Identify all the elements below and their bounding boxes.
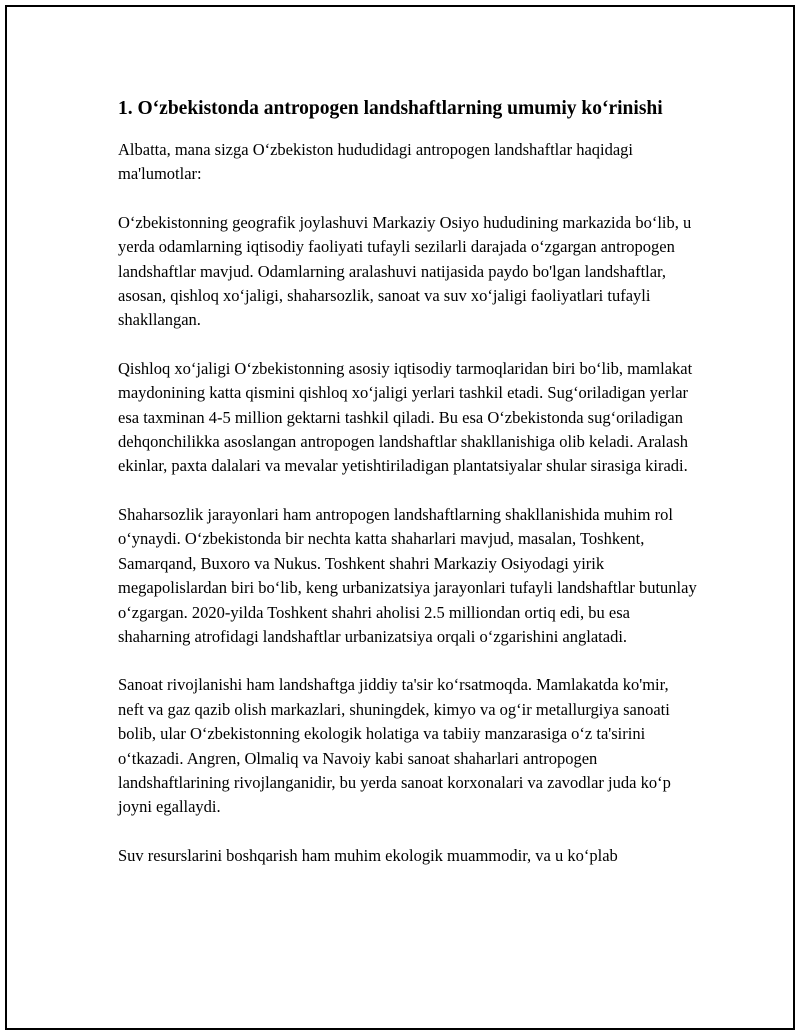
paragraph-water-resources: Suv resurslarini boshqarish ham muhim ekologik muammodir, va u ko‘plab bbox=[118, 845, 618, 865]
paragraph-geography: O‘zbekistonning geografik joylashuvi Markaziy Osiyo hududining markazida bo‘lib, u yerda odamlarning iqtisodiy faoliyati tufayli sezilarli darajada o‘zgargan antropogen landshaftlar mavjud. Odamlarning aralashuvi natijasida paydo bo'lgan landshaftlar, asosan, qishloq xo‘jaligi, shaharsozlik, sanoat va suv xo‘jaligi faoliyatlari tufayli shakllangan. bbox=[118, 212, 692, 330]
section-heading: 1. O‘zbekistonda antropogen landshaftlarning umumiy ko‘rinishi bbox=[118, 98, 663, 119]
paragraph-agriculture: Qishloq xo‘jaligi O‘zbekistonning asosiy iqtisodiy tarmoqlaridan biri bo‘lib, mamlakat maydonining katta qismini qishloq xo‘jaligi yerlari tashkil etadi. Sug‘oriladigan yerlar esa taxminan 4-5 million gektarni tashkil qiladi. Bu esa O‘zbekistonda sug‘oriladigan dehqonchilikka asoslangan antropogen landshaftlar shakllanishiga olib keladi. Aralash ekinlar, paxta dalalari va mevalar yetishtiriladigan plantatsiyalar shular sirasiga kiradi. bbox=[118, 358, 693, 476]
document-body bbox=[118, 96, 698, 892]
paragraph-urbanization: Shaharsozlik jarayonlari ham antropogen landshaftlarning shakllanishida muhim rol o‘ynaydi. O‘zbekistonda bir nechta katta shaharlari mavjud, masalan, Toshkent, Samarqand, Buxoro va Nukus. Toshkent shahri Markaziy Osiyodagi yirik megapolislardan biri bo‘lib, keng urbanizatsiya jarayonlari tufayli landshaftlar butunlay o‘zgargan. 2020-yilda Toshkent shahri aholisi 2.5 milliondan ortiq edi, bu esa shaharning atrofidagi landshaftlar urbanizatsiya orqali o‘zgarishini anglatadi. bbox=[118, 504, 697, 646]
page bbox=[5, 5, 795, 1030]
paragraph-intro: Albatta, mana sizga O‘zbekiston hududidagi antropogen landshaftlar haqidagi ma'lumotlar: bbox=[118, 140, 634, 184]
paragraph-industry: Sanoat rivojlanishi ham landshaftga jiddiy ta'sir ko‘rsatmoqda. Mamlakatda ko'mir, neft va gaz qazib olish markazlari, shuningdek, kimyo va og‘ir metallurgiya sanoati bolib, ular O‘zbekistonning ekologik holatiga va tabiiy manzarasiga o‘z ta'sirini o‘tkazadi. Angren, Olmaliq va Navoiy kabi sanoat shaharlari antropogen landshaftlarining rivojlanganidir, bu yerda sanoat korxonalari va zavodlar juda ko‘p joyni egallaydi. bbox=[118, 675, 671, 817]
